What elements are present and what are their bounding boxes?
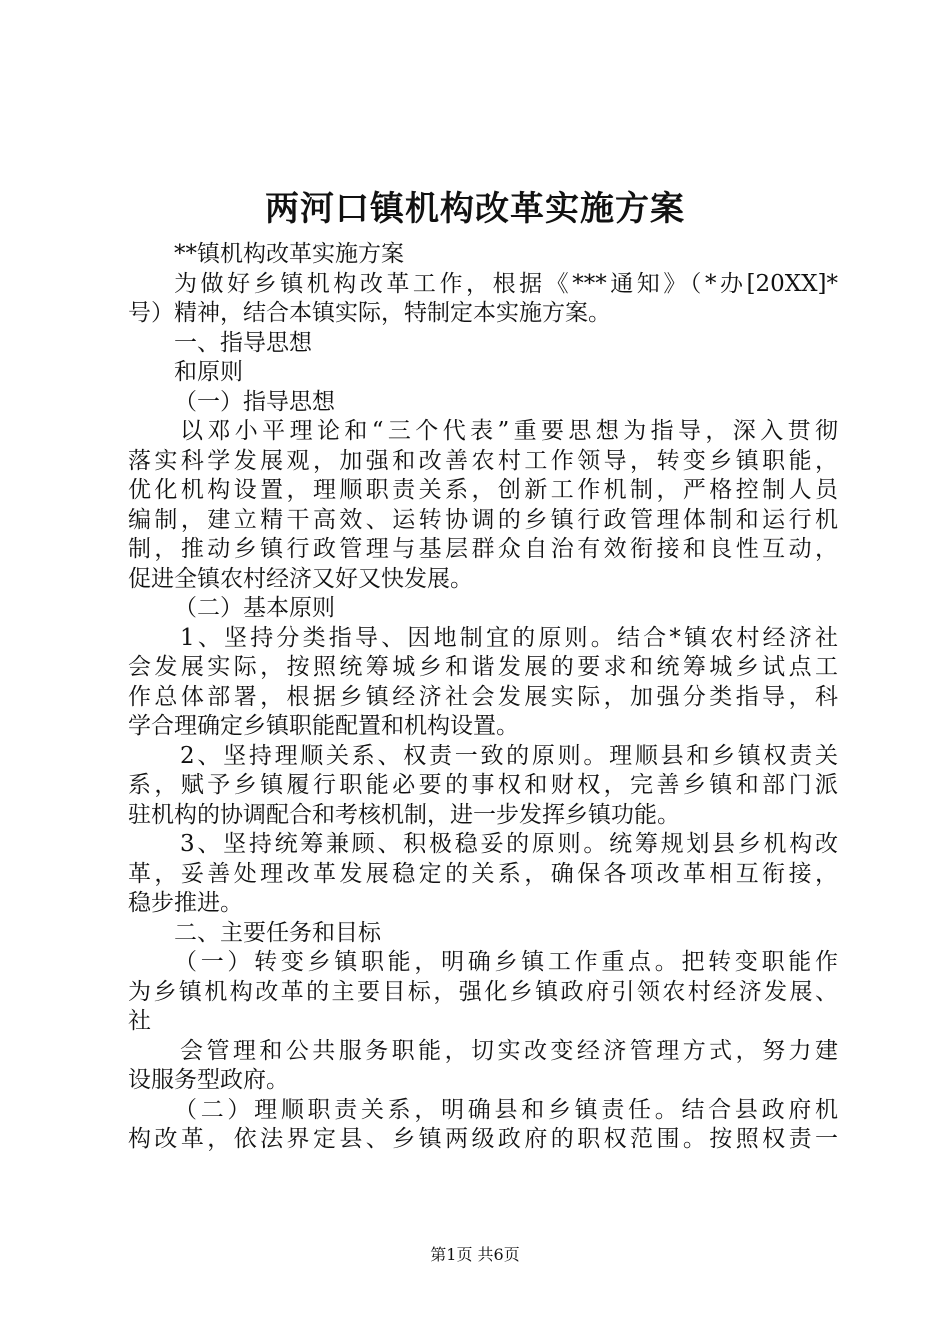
body-line: 稳步推进。 <box>128 890 243 916</box>
body-line: 革，妥善处理改革发展稳定的关系，确保各项改革相互衔接， <box>128 860 838 887</box>
body-line: （二）理顺职责关系，明确县和乡镇责任。结合县政府机 <box>174 1096 838 1123</box>
body-line: 为乡镇机构改革的主要目标，强化乡镇政府引领农村经济发展、 <box>128 978 838 1005</box>
body-line: 3、坚持统筹兼顾、积极稳妥的原则。统筹规划县乡机构改 <box>180 831 838 857</box>
body-line: 社 <box>128 1008 151 1034</box>
body-line: 一、指导思想 <box>174 329 312 356</box>
body-line: 1、坚持分类指导、因地制宜的原则。结合*镇农村经济社 <box>180 624 838 651</box>
body-line: （一）指导思想 <box>174 388 335 415</box>
page-footer: 第1页 共6页 <box>430 1245 520 1264</box>
body-line: 2、坚持理顺关系、权责一致的原则。理顺县和乡镇权责关 <box>180 742 838 769</box>
body-line: 制，推动乡镇行政管理与基层群众自治有效衔接和良性互动， <box>128 536 838 562</box>
body-line: 和原则 <box>174 359 243 385</box>
body-line: 学合理确定乡镇职能配置和机构设置。 <box>128 713 519 739</box>
body-line: 以邓小平理论和“三个代表”重要思想为指导，深入贯彻 <box>180 418 838 444</box>
body-line: **镇机构改革实施方案 <box>174 241 404 267</box>
body-line: 为做好乡镇机构改革工作，根据《***通知》（*办[20XX]* <box>174 270 838 297</box>
body-line: 编制，建立精干高效、运转协调的乡镇行政管理体制和运行机 <box>128 506 838 533</box>
body-line: 促进全镇农村经济又好又快发展。 <box>128 565 473 592</box>
body-line: 落实科学发展观，加强和改善农村工作领导，转变乡镇职能， <box>128 447 838 474</box>
body-line: （二）基本原则 <box>174 595 335 621</box>
document-title: 两河口镇机构改革实施方案 <box>265 189 685 229</box>
body-line: 会发展实际，按照统筹城乡和谐发展的要求和统筹城乡试点工 <box>128 654 838 680</box>
document-body <box>128 240 838 1155</box>
body-line: 作总体部署，根据乡镇经济社会发展实际，加强分类指导，科 <box>128 683 838 710</box>
body-line: 系，赋予乡镇履行职能必要的事权和财权，完善乡镇和部门派 <box>128 772 838 798</box>
body-line: 号）精神，结合本镇实际，特制定本实施方案。 <box>128 300 611 326</box>
body-line: 设服务型政府。 <box>128 1067 289 1093</box>
body-line: 构改革，依法界定县、乡镇两级政府的职权范围。按照权责一 <box>128 1126 838 1152</box>
body-line: 会管理和公共服务职能，切实改变经济管理方式，努力建 <box>180 1037 838 1064</box>
body-line: 优化机构设置，理顺职责关系，创新工作机制，严格控制人员 <box>128 477 838 503</box>
body-line: （一）转变乡镇职能，明确乡镇工作重点。把转变职能作 <box>174 949 838 975</box>
body-line: 驻机构的协调配合和考核机制，进一步发挥乡镇功能。 <box>128 801 680 828</box>
body-line: 二、主要任务和目标 <box>174 919 381 946</box>
